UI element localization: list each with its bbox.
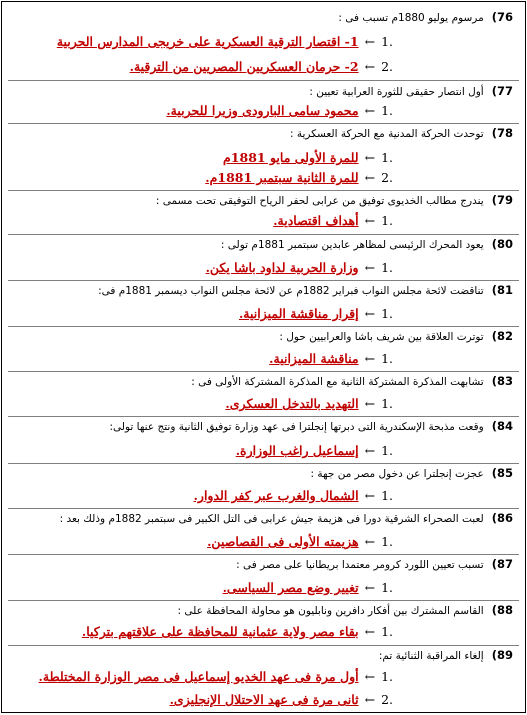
- answer-index: .1: [381, 669, 393, 684]
- answer-87-1: [10, 578, 393, 598]
- question-text: تشابهت المذكرة المشتركة الثانية مع المذكرة المشتركة الأولى فى :: [191, 376, 484, 388]
- question-text: يندرج مطالب الخديوى توفيق من عرابى لحفر الرياح التوفيقى تحت مسمى :: [155, 195, 484, 207]
- answer-text: مناقشة الميزانية.: [269, 351, 359, 366]
- answer-text: هزيمته الأولى فى القصاصين.: [207, 534, 359, 549]
- answer-81-1: [10, 304, 393, 324]
- question-number: 78): [491, 126, 513, 140]
- answer-text: 2- حرمان العسكريين المصريين من الترقية.: [129, 59, 359, 74]
- arrow-icon: ←: [364, 150, 376, 165]
- question-number: 89): [491, 648, 513, 662]
- arrow-icon: ←: [364, 580, 376, 595]
- answer-text: للمرة الأولى مايو 1881م: [223, 150, 359, 165]
- answer-84-1: [10, 441, 393, 461]
- question-89: [10, 646, 513, 664]
- answer-text: للمرة الثانية سبتمبر 1881م.: [205, 170, 359, 185]
- answer-80-1: [10, 258, 393, 278]
- question-83: [10, 372, 513, 390]
- answer-index: .1: [381, 351, 393, 366]
- document-page: [1, 1, 526, 713]
- answer-index: .1: [381, 534, 393, 549]
- answer-index: .1: [381, 213, 393, 228]
- question-77: [10, 82, 513, 100]
- arrow-icon: ←: [364, 260, 376, 275]
- answer-index: .2: [381, 59, 393, 74]
- answer-text: بقاء مصر ولاية عثمانية للمحافظة على علاقتهم بتركيا.: [81, 624, 359, 639]
- answer-76-1: [10, 32, 393, 52]
- question-number: 88): [491, 603, 513, 617]
- question-87: [10, 555, 513, 573]
- arrow-icon: ←: [364, 103, 376, 118]
- question-81: [10, 281, 513, 299]
- answer-text: محمود سامى البارودى وزيرا للحربية.: [166, 103, 359, 118]
- answer-index: .1: [381, 396, 393, 411]
- question-number: 87): [491, 557, 513, 571]
- answer-index: .1: [381, 488, 393, 503]
- answer-89-2: [10, 690, 393, 710]
- arrow-icon: ←: [364, 34, 376, 49]
- answer-text: أهداف اقتصادية.: [273, 213, 359, 228]
- answer-83-1: [10, 394, 393, 414]
- arrow-icon: ←: [364, 624, 376, 639]
- arrow-icon: ←: [364, 534, 376, 549]
- arrow-icon: ←: [364, 488, 376, 503]
- question-number: 77): [491, 84, 513, 98]
- answer-text: التهديد بالتدخل العسكرى.: [225, 396, 359, 411]
- question-text: القاسم المشترك بين أفكار دافرين ونابليون هو محاولة المحافظة على :: [177, 605, 484, 617]
- arrow-icon: ←: [364, 443, 376, 458]
- answer-index: .1: [381, 306, 393, 321]
- arrow-icon: ←: [364, 692, 376, 707]
- question-80: [10, 235, 513, 253]
- answer-index: .1: [381, 443, 393, 458]
- divider: [8, 80, 519, 81]
- question-text: إلغاء المراقبة الثنائية تم:: [378, 650, 484, 662]
- answer-77-1: [10, 101, 393, 121]
- question-text: توترت العلاقة بين شريف باشا والعرابيين حول :: [279, 331, 484, 343]
- answer-86-1: [10, 532, 393, 552]
- answer-82-1: [10, 349, 393, 369]
- question-number: 81): [491, 283, 513, 297]
- answer-index: .2: [381, 692, 393, 707]
- answer-85-1: [10, 486, 393, 506]
- question-78: [10, 124, 513, 142]
- question-number: 85): [491, 466, 513, 480]
- answer-text: الشمال والغرب عبر كفر الدوار.: [193, 488, 359, 503]
- question-text: أول انتصار حقيقى للثورة العرابية تعيين :: [309, 86, 484, 98]
- question-text: وقعت مذبحة الإسكندرية التى دبرتها إنجلترا فى عهد وزارة توفيق الثانية ونتج عنها تولى:: [109, 421, 484, 433]
- answer-index: .1: [381, 580, 393, 595]
- answer-index: .1: [381, 260, 393, 275]
- question-79: [10, 191, 513, 209]
- answer-index: .2: [381, 170, 393, 185]
- question-text: تناقضت لائحة مجلس النواب فبراير 1882م عن لائحة مجلس النواب ديسمبر 1881م فى:: [98, 285, 484, 297]
- answer-78-2: [10, 168, 393, 188]
- answer-text: إسماعيل راغب الوزارة.: [235, 443, 359, 458]
- question-text: يعود المحرك الرئيسى لمظاهر عابدين سبتمبر 1881م تولى :: [220, 239, 484, 251]
- arrow-icon: ←: [364, 351, 376, 366]
- question-number: 84): [491, 419, 513, 433]
- arrow-icon: ←: [364, 396, 376, 411]
- answer-text: تغيير وضع مصر السياسى.: [222, 580, 359, 595]
- arrow-icon: ←: [364, 306, 376, 321]
- question-88: [10, 601, 513, 619]
- question-text: لعبت الصحراء الشرقية دورا فى هزيمة جيش عرابى فى التل الكبير فى سبتمبر 1882م وذلك بعد :: [59, 513, 484, 525]
- answer-text: أول مرة فى عهد الخديو إسماعيل فى مصر الوزارة المختلطة.: [38, 669, 359, 684]
- answer-89-1: [10, 667, 393, 687]
- answer-text: ثانى مرة فى عهد الاحتلال الإنجليزى.: [169, 692, 359, 707]
- question-85: [10, 464, 513, 482]
- question-number: 83): [491, 374, 513, 388]
- answer-text: 1- اقتصار الترقية العسكرية على خريجى المدارس الحربية: [56, 34, 359, 49]
- question-number: 82): [491, 329, 513, 343]
- answer-index: .1: [381, 34, 393, 49]
- answer-76-2: [10, 57, 393, 77]
- answer-index: .1: [381, 103, 393, 118]
- question-82: [10, 327, 513, 345]
- answer-text: إقرار مناقشة الميزانية.: [238, 306, 359, 321]
- answer-index: .1: [381, 624, 393, 639]
- question-86: [10, 509, 513, 527]
- question-84: [10, 417, 513, 435]
- answer-88-1: [10, 622, 393, 642]
- question-text: تسبب تعيين اللورد كرومر معتمدا بريطانيا على مصر فى :: [236, 559, 484, 571]
- arrow-icon: ←: [364, 170, 376, 185]
- answer-78-1: [10, 148, 393, 168]
- arrow-icon: ←: [364, 213, 376, 228]
- answer-79-1: [10, 211, 393, 231]
- question-number: 86): [491, 511, 513, 525]
- question-76: [10, 8, 513, 26]
- question-text: مرسوم يوليو 1880م تسبب فى :: [338, 12, 484, 24]
- answer-text: وزارة الحربية لداود باشا يكن.: [205, 260, 359, 275]
- arrow-icon: ←: [364, 59, 376, 74]
- arrow-icon: ←: [364, 669, 376, 684]
- answer-index: .1: [381, 150, 393, 165]
- question-text: توحدت الحركة المدنية مع الحركة العسكرية :: [289, 128, 484, 140]
- question-number: 80): [491, 237, 513, 251]
- question-number: 79): [491, 193, 513, 207]
- question-number: 76): [491, 10, 513, 24]
- question-text: عجزت إنجلترا عن دخول مصر من جهة :: [310, 468, 484, 480]
